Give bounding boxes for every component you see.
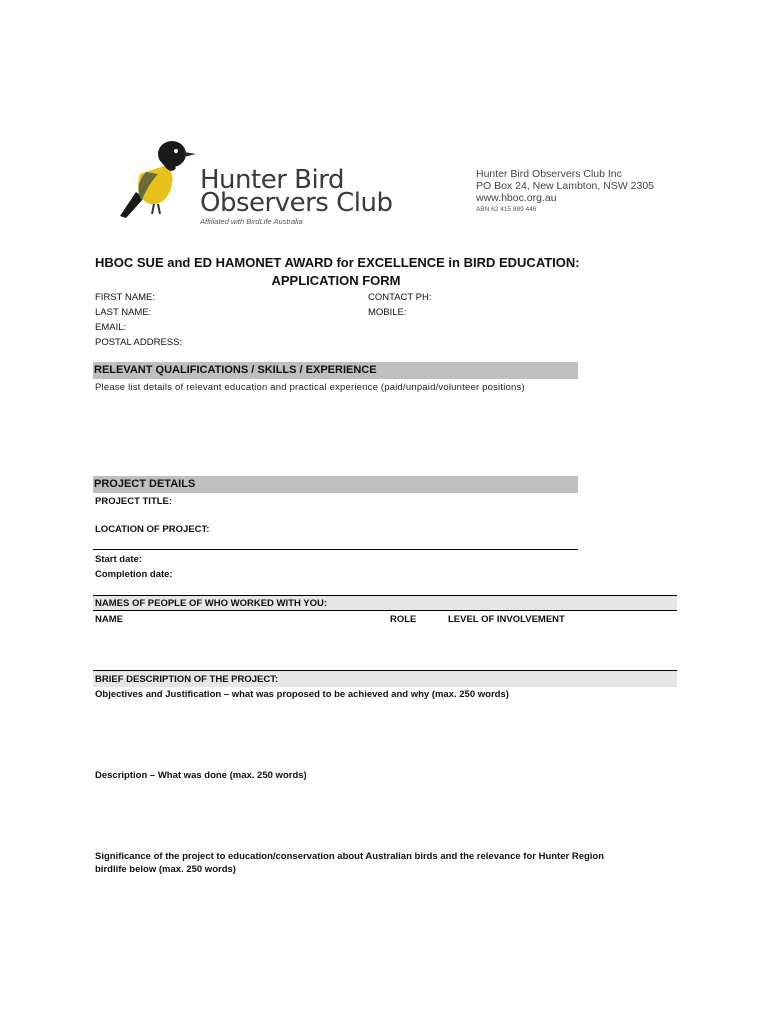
location-divider — [93, 549, 578, 550]
description-prompt: Description – What was done (max. 250 words) — [95, 770, 307, 781]
abn-text: ABN 62 415 889 446 — [476, 206, 537, 213]
project-title-label[interactable]: PROJECT TITLE: — [95, 496, 173, 507]
hboc-bird-logo-icon — [118, 134, 198, 220]
club-name-line2: Observers Club — [200, 188, 393, 218]
last-name-label[interactable]: LAST NAME: — [95, 307, 152, 318]
mobile-label[interactable]: MOBILE: — [368, 307, 407, 318]
people-col-involvement: LEVEL OF INVOLVEMENT — [448, 614, 565, 625]
form-title-line2: APPLICATION FORM — [271, 273, 401, 288]
contact-phone-label[interactable]: CONTACT PH: — [368, 292, 432, 303]
start-date-label[interactable]: Start date: — [95, 554, 142, 565]
website-link[interactable]: www.hboc.org.au — [476, 192, 557, 204]
people-col-role: ROLE — [390, 614, 417, 625]
club-name-line1: Hunter Bird — [200, 165, 344, 195]
project-location-label[interactable]: LOCATION OF PROJECT: — [95, 524, 210, 535]
people-heading: NAMES OF PEOPLE OF WHO WORKED WITH YOU: — [95, 598, 328, 609]
postal-address-label[interactable]: POSTAL ADDRESS: — [95, 337, 183, 348]
qualifications-header-bar — [93, 362, 578, 379]
email-label[interactable]: EMAIL: — [95, 322, 127, 333]
project-details-header-bar — [93, 476, 578, 493]
objectives-prompt: Objectives and Justification – what was proposed to be achieved and why (max. 250 words) — [95, 689, 509, 700]
address-line-1: Hunter Bird Observers Club Inc — [476, 168, 622, 180]
description-heading: BRIEF DESCRIPTION OF THE PROJECT: — [95, 674, 279, 685]
address-line-2: PO Box 24, New Lambton, NSW 2305 — [476, 180, 655, 192]
qualifications-heading: RELEVANT QUALIFICATIONS / SKILLS / EXPERIENCE — [94, 364, 377, 376]
project-details-heading: PROJECT DETAILS — [94, 478, 196, 490]
completion-date-label[interactable]: Completion date: — [95, 569, 173, 580]
significance-prompt-line1: Significance of the project to education/conservation about Australian birds and the relevance for Hunter Region — [95, 851, 605, 862]
qualifications-instruction: Please list details of relevant education and practical experience (paid/unpaid/volunteer positions) — [95, 382, 525, 393]
affiliation-text: Affiliated with BirdLife Australia — [200, 217, 303, 226]
significance-prompt-line2: birdlife below (max. 250 words) — [95, 864, 236, 875]
form-title-line1: HBOC SUE and ED HAMONET AWARD for EXCELLENCE in BIRD EDUCATION: — [95, 255, 580, 270]
first-name-label[interactable]: FIRST NAME: — [95, 292, 155, 303]
people-heading-rule — [93, 610, 677, 611]
people-col-name: NAME — [95, 614, 123, 625]
